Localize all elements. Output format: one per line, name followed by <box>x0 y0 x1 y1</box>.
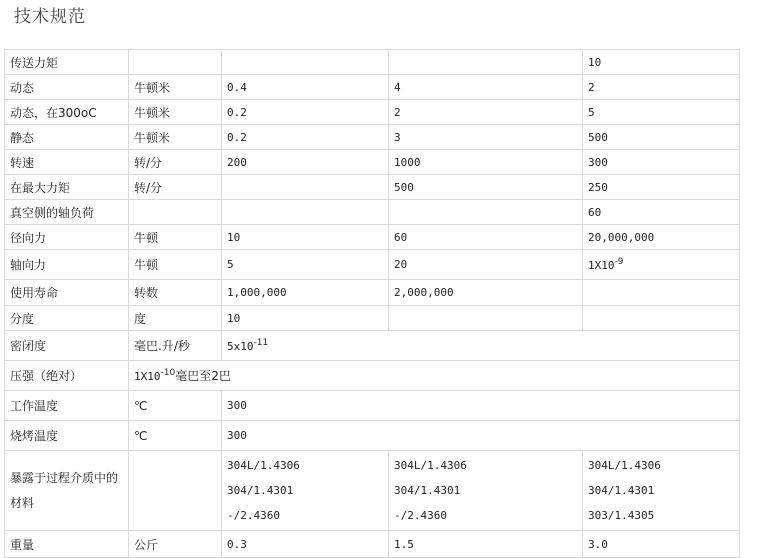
table-row <box>5 100 740 125</box>
row-unit: 转数 <box>129 280 222 306</box>
value-cell: 0.3 <box>222 531 389 558</box>
material-line: 303/1.4305 <box>588 509 655 522</box>
value-cell: 60 <box>389 225 583 250</box>
table-row <box>5 175 740 200</box>
table-row <box>5 451 740 531</box>
value-cell <box>583 451 740 531</box>
row-label: 使用寿命 <box>5 280 129 306</box>
row-unit: 牛顿米 <box>129 100 222 125</box>
pressure-suffix: 毫巴至2巴 <box>175 369 231 383</box>
value-cell: 2 <box>389 100 583 125</box>
material-line: 304/1.4301 <box>588 484 655 497</box>
row-unit: ℃ <box>129 391 222 421</box>
table-row <box>5 331 740 361</box>
value-cell: 10 <box>222 306 389 331</box>
sci-base: 1X10 <box>134 370 161 383</box>
value-cell: 60 <box>583 200 740 225</box>
row-label: 分度 <box>5 306 129 331</box>
row-label: 轴向力 <box>5 250 129 280</box>
row-label: 重量 <box>5 531 129 558</box>
row-label: 压强（绝对） <box>5 361 129 391</box>
row-unit: ℃ <box>129 421 222 451</box>
value-cell: 5 <box>583 100 740 125</box>
value-cell: 10 <box>583 50 740 75</box>
value-cell <box>389 50 583 75</box>
table-row <box>5 75 740 100</box>
value-cell: 2 <box>583 75 740 100</box>
row-unit <box>129 50 222 75</box>
row-label: 工作温度 <box>5 391 129 421</box>
value-cell <box>222 331 740 361</box>
value-cell: 500 <box>583 125 740 150</box>
value-cell <box>389 306 583 331</box>
row-unit: 转/分 <box>129 175 222 200</box>
value-cell: 300 <box>222 391 740 421</box>
value-cell: 2,000,000 <box>389 280 583 306</box>
value-cell <box>389 200 583 225</box>
table-row <box>5 150 740 175</box>
value-cell: 4 <box>389 75 583 100</box>
value-cell <box>389 451 583 531</box>
row-unit: 转/分 <box>129 150 222 175</box>
table-row <box>5 306 740 331</box>
row-unit: 公斤 <box>129 531 222 558</box>
value-cell: 10 <box>222 225 389 250</box>
table-row <box>5 50 740 75</box>
material-line: 304L/1.4306 <box>394 459 467 472</box>
value-cell: 20 <box>389 250 583 280</box>
row-label: 动态 <box>5 75 129 100</box>
value-cell <box>129 361 740 391</box>
table-row <box>5 200 740 225</box>
spec-table <box>4 49 740 558</box>
row-unit: 牛顿 <box>129 225 222 250</box>
value-cell: 1,000,000 <box>222 280 389 306</box>
table-row <box>5 531 740 558</box>
row-label: 动态，在300oC <box>5 100 129 125</box>
material-line: 304L/1.4306 <box>227 459 300 472</box>
material-line: 304/1.4301 <box>227 484 294 497</box>
row-label: 暴露于过程介质中的材料 <box>5 451 129 531</box>
material-line: -/2.4360 <box>394 509 447 522</box>
row-label: 在最大力矩 <box>5 175 129 200</box>
table-row <box>5 361 740 391</box>
value-cell: 0.4 <box>222 75 389 100</box>
sci-exponent: -11 <box>253 338 269 348</box>
row-unit <box>129 200 222 225</box>
value-cell: 500 <box>389 175 583 200</box>
table-row <box>5 125 740 150</box>
row-label: 静态 <box>5 125 129 150</box>
table-row <box>5 391 740 421</box>
material-line: -/2.4360 <box>227 509 280 522</box>
sci-exponent: -10 <box>160 368 176 378</box>
row-unit <box>129 451 222 531</box>
value-cell <box>583 280 740 306</box>
table-row <box>5 280 740 306</box>
row-unit: 度 <box>129 306 222 331</box>
row-unit: 毫巴.升/秒 <box>129 331 222 361</box>
material-line: 304L/1.4306 <box>588 459 661 472</box>
page-title: 技术规范 <box>14 7 86 27</box>
row-label: 转速 <box>5 150 129 175</box>
row-label: 密闭度 <box>5 331 129 361</box>
table-row <box>5 250 740 280</box>
value-cell: 5 <box>222 250 389 280</box>
value-cell: 300 <box>583 150 740 175</box>
value-cell: 200 <box>222 150 389 175</box>
value-cell <box>222 451 389 531</box>
value-cell: 1000 <box>389 150 583 175</box>
value-cell <box>222 50 389 75</box>
row-label: 传送力矩 <box>5 50 129 75</box>
value-cell <box>222 200 389 225</box>
row-label: 径向力 <box>5 225 129 250</box>
sci-exponent: -9 <box>614 257 624 267</box>
material-line: 304/1.4301 <box>394 484 461 497</box>
sci-base: 1X10 <box>588 259 615 272</box>
row-label: 真空侧的轴负荷 <box>5 200 129 225</box>
row-unit: 牛顿米 <box>129 125 222 150</box>
value-cell: 250 <box>583 175 740 200</box>
value-cell: 1.5 <box>389 531 583 558</box>
table-row <box>5 421 740 451</box>
value-cell: 300 <box>222 421 740 451</box>
sci-base: 5x10 <box>227 340 254 353</box>
value-cell <box>583 250 740 280</box>
row-label: 烧烤温度 <box>5 421 129 451</box>
value-cell <box>222 175 389 200</box>
table-row <box>5 225 740 250</box>
row-unit: 牛顿 <box>129 250 222 280</box>
value-cell: 0.2 <box>222 100 389 125</box>
value-cell: 0.2 <box>222 125 389 150</box>
value-cell: 20,000,000 <box>583 225 740 250</box>
value-cell: 3.0 <box>583 531 740 558</box>
value-cell: 3 <box>389 125 583 150</box>
row-unit: 牛顿米 <box>129 75 222 100</box>
value-cell <box>583 306 740 331</box>
